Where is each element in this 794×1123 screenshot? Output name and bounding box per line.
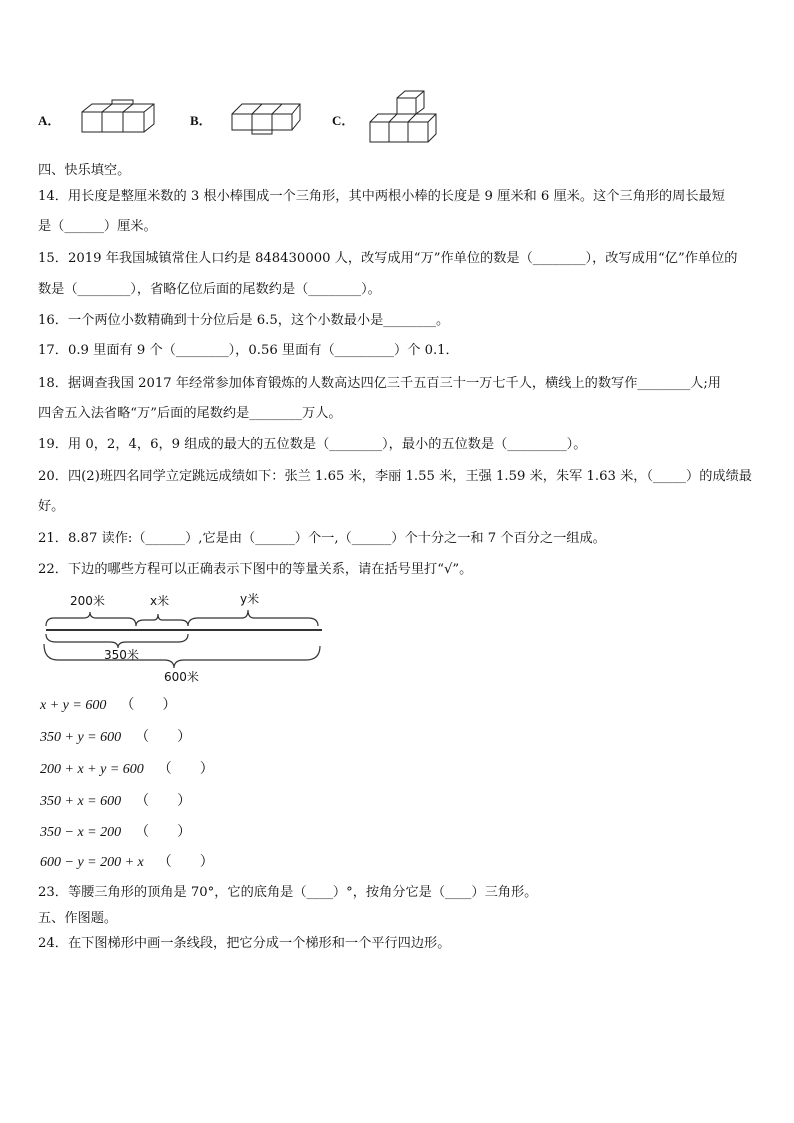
question-19: 19．用 0，2，4，6，9 组成的最大的五位数是（________），最小的五位数是（_________）。 <box>38 437 587 452</box>
equation-4: 350 + x = 600 （ ） <box>40 794 192 809</box>
answer-paren-3[interactable]: （ ） <box>157 762 214 777</box>
segment-brace-diagram <box>40 588 325 688</box>
label-200m: 200米 <box>70 594 105 608</box>
question-18-line-2: 四舍五入法省略“万”后面的尾数约是________万人。 <box>38 406 342 421</box>
question-14-line-2: 是（______）厘米。 <box>38 219 157 234</box>
equation-3: 200 + x + y = 600 （ ） <box>40 762 214 777</box>
question-24: 24．在下图梯形中画一条线段，把它分成一个梯形和一个平行四边形。 <box>38 936 451 951</box>
question-23: 23．等腰三角形的顶角是 70°，它的底角是（____）°，按角分它是（____）三角形。 <box>38 885 538 900</box>
label-x: x米 <box>150 594 170 608</box>
label-350m: 350米 <box>104 648 139 662</box>
answer-paren-4[interactable]: （ ） <box>135 794 192 809</box>
question-21: 21．8.87 读作:（______）,它是由（______）个一,（______）个十分之一和 7 个百分之一组成。 <box>38 531 606 546</box>
equation-6: 600 − y = 200 + x （ ） <box>40 855 214 870</box>
question-17: 17．0.9 里面有 9 个（________），0.56 里面有（_________）个 0.1． <box>38 343 459 358</box>
question-18-line-1: 18．据调查我国 2017 年经常参加体育锻炼的人数高达四亿三千五百三十一万七千人，横线上的数写作________人;用 <box>38 376 721 391</box>
answer-paren-2[interactable]: （ ） <box>135 730 192 745</box>
cube-figure-b-icon <box>228 98 302 138</box>
equation-5: 350 − x = 200 （ ） <box>40 825 192 840</box>
section-five-heading: 五、作图题。 <box>38 911 118 926</box>
question-16: 16．一个两位小数精确到十分位后是 6.5，这个小数最小是________。 <box>38 313 450 328</box>
answer-paren-5[interactable]: （ ） <box>135 825 192 840</box>
question-22: 22．下边的哪些方程可以正确表示下图中的等量关系，请在括号里打“√”。 <box>38 562 473 577</box>
question-15-line-2: 数是（________），省略亿位后面的尾数约是（________）。 <box>38 282 381 297</box>
question-20-line-1: 20．四(2)班四名同学立定跳远成绩如下：张兰 1.65 米，李丽 1.55 米，王强 1.59 米，朱军 1.63 米，（_____）的成绩最 <box>38 469 752 484</box>
cube-figure-a-icon <box>78 98 162 136</box>
label-600m: 600米 <box>164 670 199 684</box>
option-c-label: C． <box>332 113 355 128</box>
label-y: y米 <box>240 592 260 606</box>
option-b-label: B． <box>190 113 212 128</box>
option-a-label: A． <box>38 113 61 128</box>
equation-2: 350 + y = 600 （ ） <box>40 730 192 745</box>
question-20-line-2: 好。 <box>38 499 65 514</box>
question-15-line-1: 15．2019 年我国城镇常住人口约是 848430000 人，改写成用“万”作单位的数是（________），改写成用“亿”作单位的 <box>38 251 738 266</box>
cube-figure-c-icon <box>366 88 438 144</box>
equation-1: x + y = 600 （ ） <box>40 698 177 713</box>
section-four-heading: 四、快乐填空。 <box>38 163 131 178</box>
answer-paren-1[interactable]: （ ） <box>120 698 177 713</box>
question-14-line-1: 14．用长度是整厘米数的 3 根小棒围成一个三角形，其中两根小棒的长度是 9 厘米和 6 厘米。这个三角形的周长最短 <box>38 189 725 204</box>
answer-paren-6[interactable]: （ ） <box>157 855 214 870</box>
